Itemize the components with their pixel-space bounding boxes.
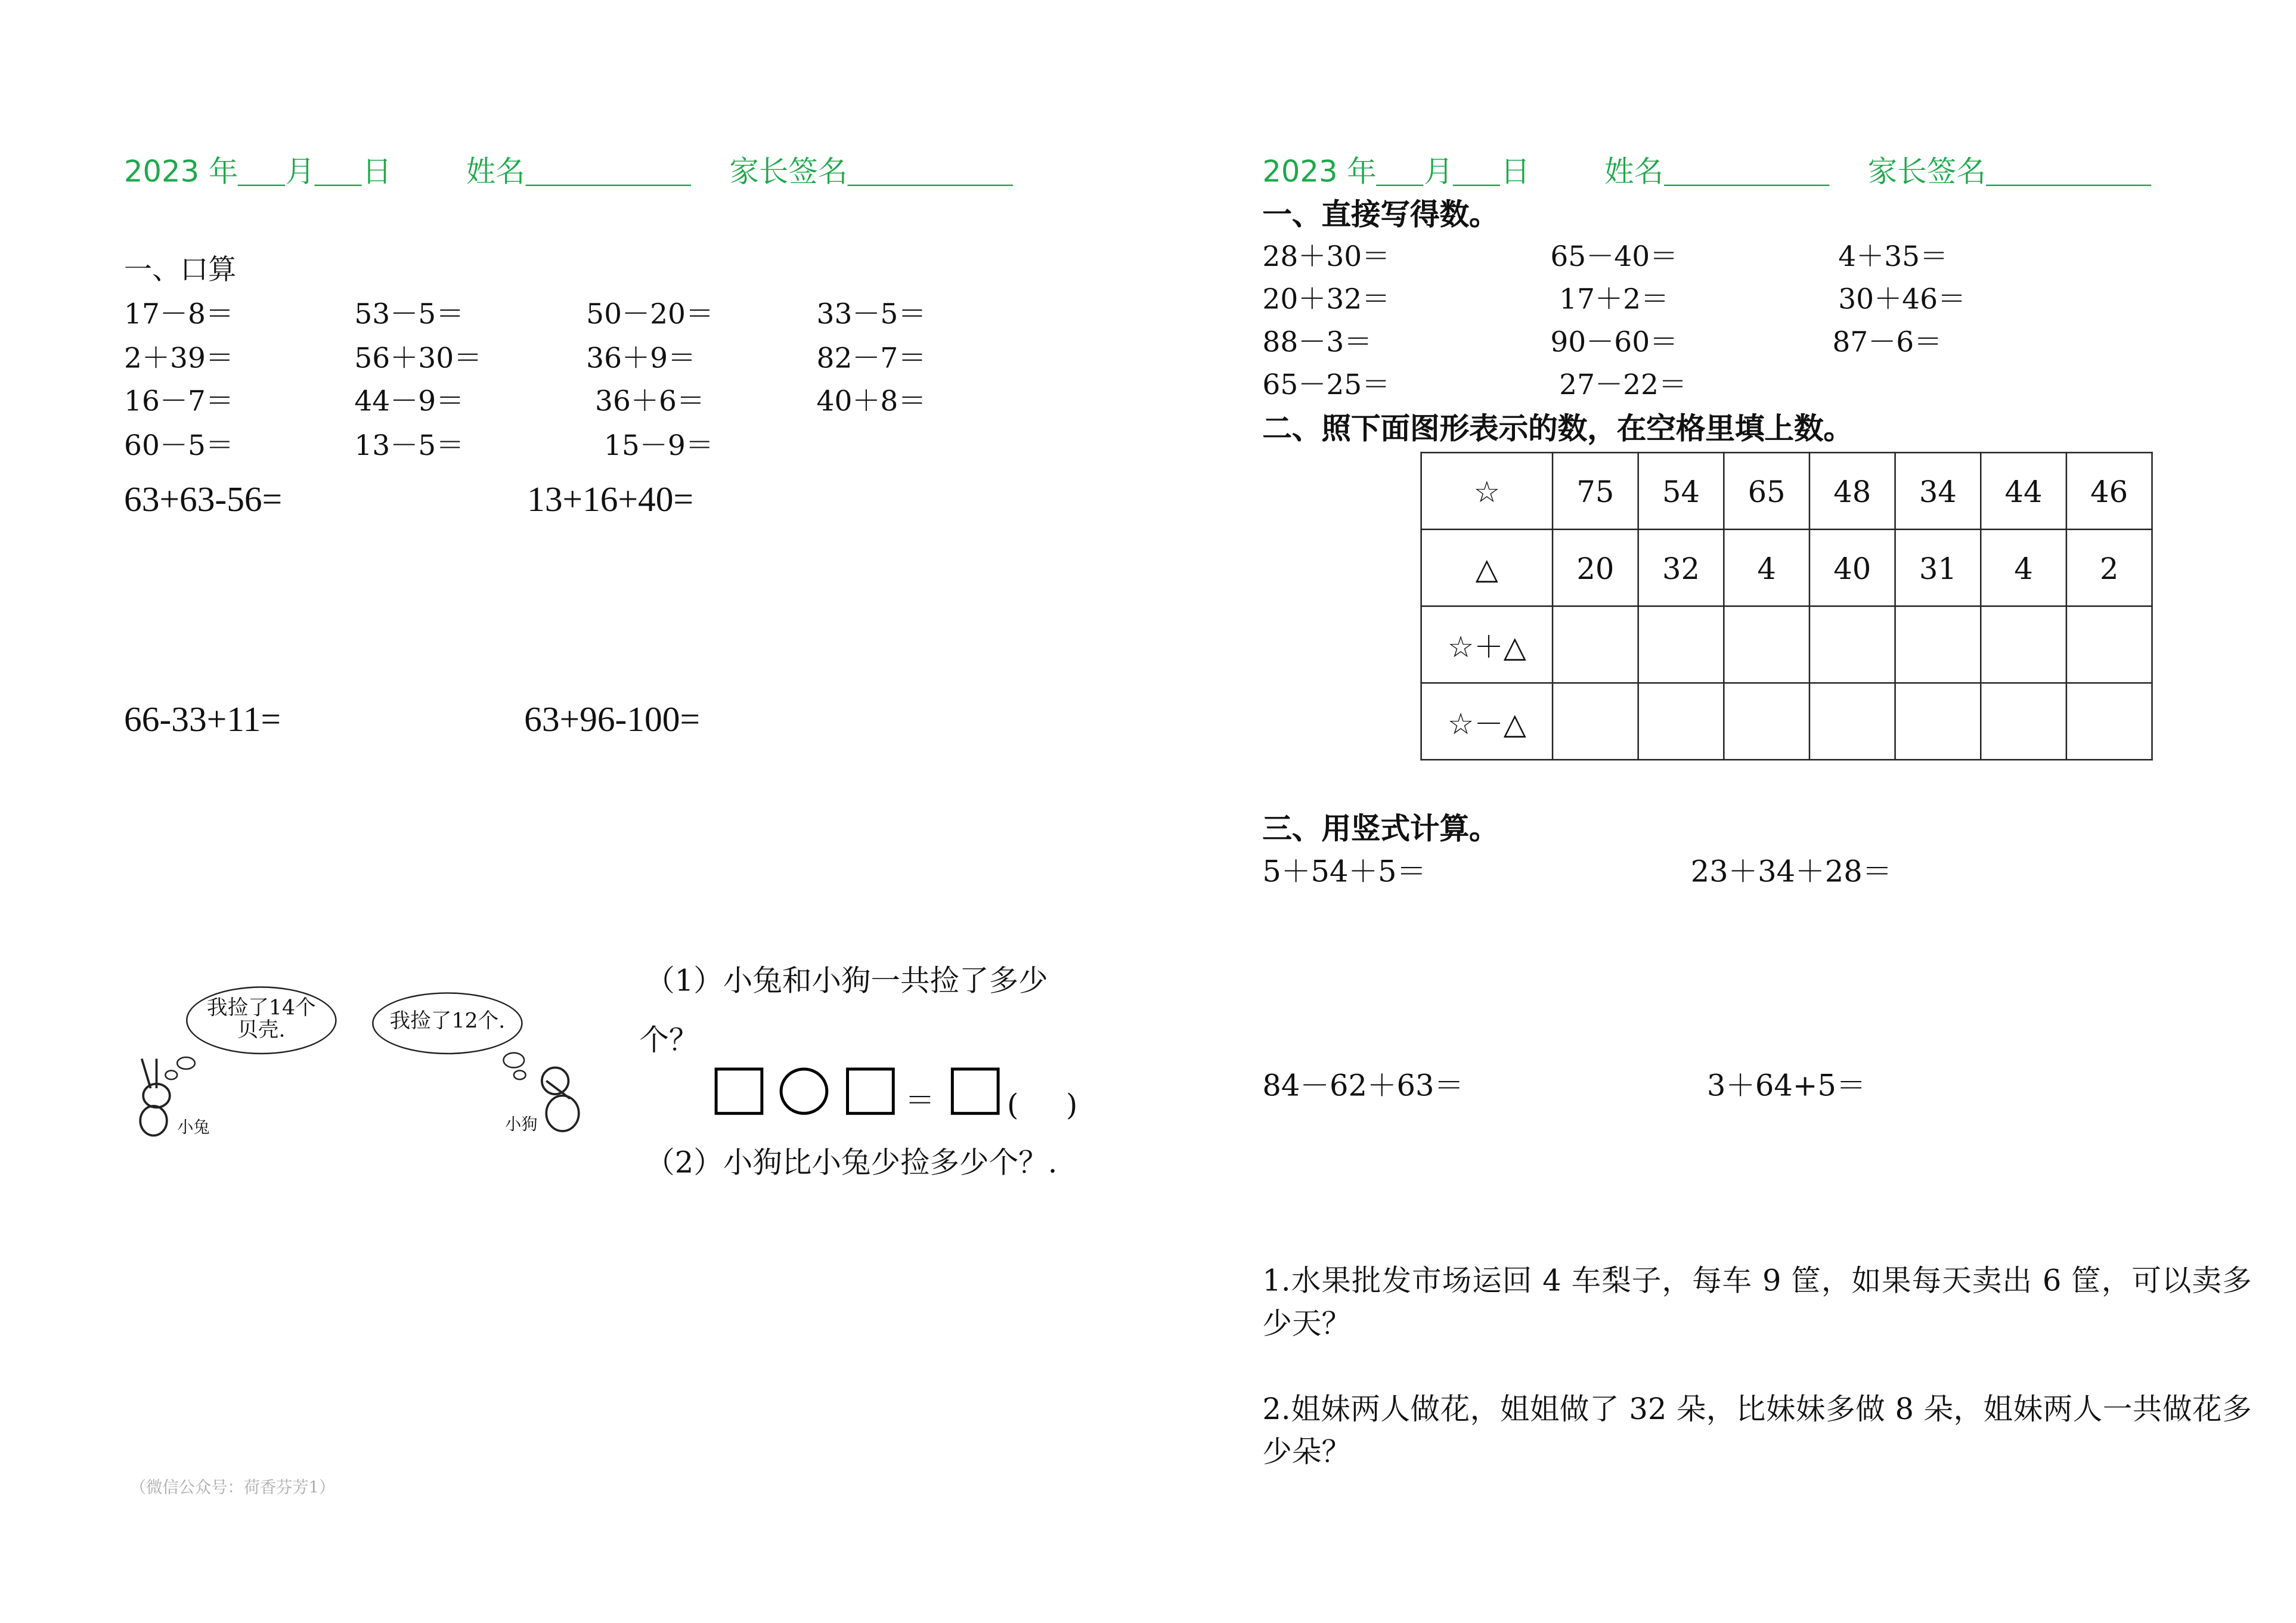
direct-calc-item: 88－3＝ bbox=[1262, 326, 1372, 359]
oral-calc-item: 60－5＝ bbox=[124, 429, 234, 463]
header-right bbox=[1262, 153, 2151, 189]
question-1: （1）小兔和小狗一共捡了多少 bbox=[645, 962, 1048, 999]
oral-calc-item: 2＋39＝ bbox=[124, 342, 234, 376]
oral-calc-item: 13－5＝ bbox=[354, 429, 464, 463]
oral-calc-item: 33－5＝ bbox=[816, 298, 927, 331]
dog-label: 小狗 bbox=[504, 1114, 538, 1134]
answer-cell[interactable] bbox=[1809, 606, 1895, 683]
oral-calc-item: 56＋30＝ bbox=[354, 342, 482, 376]
parent-sign-label: 家长签名 bbox=[729, 153, 848, 189]
answer-cell[interactable] bbox=[1895, 606, 1981, 683]
answer-box[interactable] bbox=[846, 1068, 895, 1115]
answer-cell[interactable] bbox=[1724, 683, 1809, 760]
mixed-calc: 63+96-100= bbox=[524, 701, 701, 740]
answer-cell[interactable] bbox=[1724, 606, 1809, 683]
direct-calc-item: 90－60＝ bbox=[1550, 326, 1678, 359]
day-blank[interactable] bbox=[315, 158, 362, 186]
section-title-table: 二、照下面图形表示的数，在空格里填上数。 bbox=[1262, 410, 1854, 446]
parent-sign-blank[interactable] bbox=[847, 158, 1012, 186]
oral-calc-item: 50－20＝ bbox=[586, 298, 714, 331]
table-cell: 31 bbox=[1895, 529, 1981, 606]
shape-number-table bbox=[1420, 452, 2152, 761]
table-cell: 32 bbox=[1638, 529, 1724, 606]
direct-calc-item: 17＋2＝ bbox=[1559, 283, 1669, 316]
oral-calc-item: 44－9＝ bbox=[354, 385, 464, 418]
question-2: （2）小狗比小兔少捡多少个？. bbox=[645, 1144, 1058, 1180]
oral-calc-item: 40＋8＝ bbox=[816, 385, 927, 418]
rabbit-dog-illustration bbox=[127, 977, 599, 1147]
direct-calc-item: 30＋46＝ bbox=[1838, 283, 1966, 316]
watermark: （微信公众号：荷香芬芳1） bbox=[129, 1478, 336, 1498]
row-label: ☆－△ bbox=[1421, 683, 1553, 760]
answer-cell[interactable] bbox=[1638, 683, 1724, 760]
table-cell: 4 bbox=[1724, 529, 1809, 606]
vertical-calc: 84－62＋63＝ bbox=[1262, 1067, 1464, 1103]
answer-cell[interactable] bbox=[1553, 606, 1638, 683]
table-cell: 4 bbox=[1981, 529, 2066, 606]
table-cell: 40 bbox=[1809, 529, 1895, 606]
mixed-calc: 66-33+11= bbox=[124, 701, 281, 740]
month-blank[interactable] bbox=[1377, 158, 1424, 186]
day-blank[interactable] bbox=[1454, 158, 1501, 186]
rabbit-speech: 我捡了14个贝壳. bbox=[206, 996, 316, 1043]
oral-calc-item: 82－7＝ bbox=[816, 342, 927, 376]
direct-calc-item: 28＋30＝ bbox=[1262, 240, 1390, 274]
answer-cell[interactable] bbox=[2066, 606, 2152, 683]
table-cell: 20 bbox=[1553, 529, 1638, 606]
direct-calc-item: 87－6＝ bbox=[1832, 326, 1942, 359]
vertical-calc: 3＋64+5＝ bbox=[1706, 1067, 1866, 1103]
operator-circle[interactable] bbox=[780, 1068, 829, 1115]
parent-sign-blank[interactable] bbox=[1986, 158, 2151, 186]
answer-cell[interactable] bbox=[1895, 683, 1981, 760]
word-problem-1: 1.水果批发市场运回 4 车梨子，每车 9 筐，如果每天卖出 6 筐，可以卖多少天？ bbox=[1262, 1262, 2252, 1341]
direct-calc-item: 65－25＝ bbox=[1262, 369, 1390, 402]
vertical-calc: 23＋34＋28＝ bbox=[1690, 853, 1892, 889]
answer-cell[interactable] bbox=[1553, 683, 1638, 760]
day-label: 日 bbox=[362, 153, 392, 189]
direct-calc-item: 27－22＝ bbox=[1559, 369, 1687, 402]
oral-calc-item: 17－8＝ bbox=[124, 298, 234, 331]
oral-calc-item: 15－9＝ bbox=[603, 429, 714, 463]
name-blank[interactable] bbox=[1663, 158, 1829, 186]
rabbit-label: 小兔 bbox=[177, 1117, 210, 1137]
word-problem-2: 2.姐妹两人做花，姐姐做了 32 朵，比妹妹多做 8 朵，姐妹两人一共做花多少朵？ bbox=[1262, 1390, 2252, 1470]
answer-cell[interactable] bbox=[1981, 606, 2066, 683]
section-title-oral: 一、口算 bbox=[124, 253, 237, 287]
table-row bbox=[1421, 529, 2152, 606]
name-blank[interactable] bbox=[525, 158, 690, 186]
vertical-calc: 5＋54＋5＝ bbox=[1262, 853, 1427, 889]
mixed-calc: 63+63-56= bbox=[124, 481, 283, 520]
header-left bbox=[124, 153, 1013, 189]
direct-calc-item: 4＋35＝ bbox=[1838, 240, 1948, 274]
direct-calc-item: 20＋32＝ bbox=[1262, 283, 1390, 316]
oral-calc-item: 53－5＝ bbox=[354, 298, 464, 331]
dog-speech: 我捡了12个. bbox=[389, 1010, 506, 1034]
table-cell: 46 bbox=[2066, 453, 2152, 529]
answer-cell[interactable] bbox=[1638, 606, 1724, 683]
month-blank[interactable] bbox=[238, 158, 285, 186]
equals-sign: ＝ bbox=[905, 1082, 935, 1118]
mixed-calc: 13+16+40= bbox=[527, 481, 693, 520]
question-1-cont: 个？ bbox=[639, 1021, 699, 1058]
direct-calc-item: 65－40＝ bbox=[1550, 240, 1678, 274]
paren-close: ) bbox=[1066, 1086, 1078, 1123]
table-row bbox=[1421, 606, 2152, 683]
oral-calc-item: 36＋6＝ bbox=[595, 385, 705, 418]
row-label: ☆ bbox=[1421, 453, 1553, 529]
table-cell: 65 bbox=[1724, 453, 1809, 529]
year-label: 2023 年 bbox=[124, 153, 238, 189]
row-label: ☆＋△ bbox=[1421, 606, 1553, 683]
section-title-vertical: 三、用竖式计算。 bbox=[1262, 810, 1499, 847]
table-cell: 48 bbox=[1809, 453, 1895, 529]
name-label: 姓名 bbox=[1604, 153, 1664, 189]
table-cell: 44 bbox=[1981, 453, 2066, 529]
table-cell: 54 bbox=[1638, 453, 1724, 529]
answer-cell[interactable] bbox=[1981, 683, 2066, 760]
name-label: 姓名 bbox=[466, 153, 525, 189]
oral-calc-item: 36＋9＝ bbox=[586, 342, 696, 376]
day-label: 日 bbox=[1500, 153, 1530, 189]
answer-cell[interactable] bbox=[1809, 683, 1895, 760]
parent-sign-label: 家长签名 bbox=[1867, 153, 1986, 189]
table-row bbox=[1421, 683, 2152, 760]
table-cell: 2 bbox=[2066, 529, 2152, 606]
answer-cell[interactable] bbox=[2066, 683, 2152, 760]
table-cell: 75 bbox=[1553, 453, 1638, 529]
year-label: 2023 年 bbox=[1262, 153, 1377, 189]
table-cell: 34 bbox=[1895, 453, 1981, 529]
table-row bbox=[1421, 453, 2152, 529]
answer-box[interactable] bbox=[715, 1068, 764, 1115]
oral-calc-item: 16－7＝ bbox=[124, 385, 234, 418]
section-title-direct: 一、直接写得数。 bbox=[1262, 196, 1499, 232]
month-label: 月 bbox=[285, 153, 315, 189]
month-label: 月 bbox=[1424, 153, 1454, 189]
row-label: △ bbox=[1421, 529, 1553, 606]
paren-open: ( bbox=[1006, 1086, 1019, 1123]
answer-box[interactable] bbox=[951, 1068, 1000, 1115]
